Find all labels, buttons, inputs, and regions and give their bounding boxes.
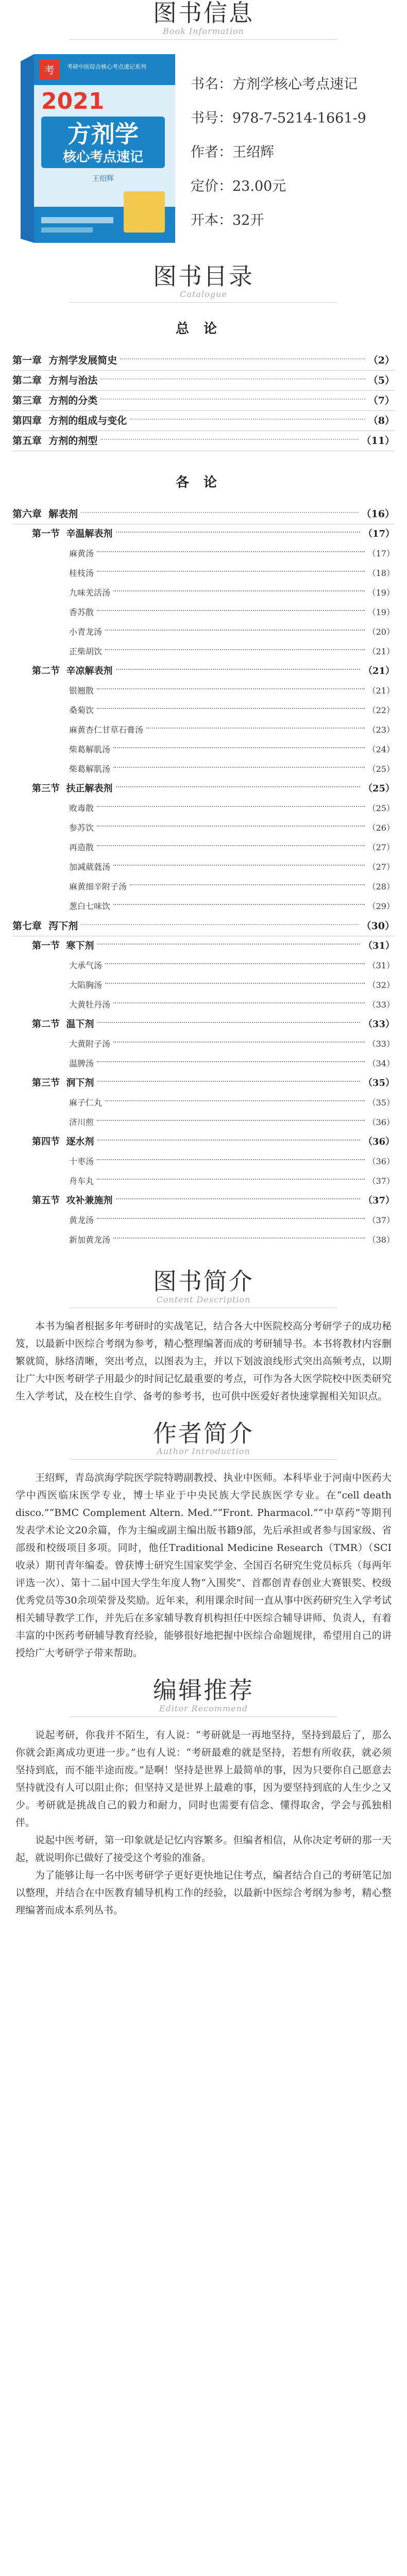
- divider: [70, 1459, 337, 1460]
- toc-chapter-row: [12, 391, 395, 411]
- toc-leader-dots: [97, 1022, 360, 1023]
- toc-leader-dots: [116, 669, 360, 670]
- toc-leader-dots: [97, 845, 365, 846]
- toc-item-row: [12, 818, 395, 838]
- toc-label: 第一节 寒下剂: [32, 940, 94, 952]
- toc-chapter-row: [12, 916, 395, 936]
- book-info: [0, 52, 407, 248]
- toc-item-row: [12, 1054, 395, 1074]
- toc-item-row: [12, 1230, 395, 1250]
- toc-section-row: [12, 524, 395, 544]
- toc-page-number: （35）: [363, 1078, 395, 1089]
- toc-label: 十枣汤: [69, 1157, 94, 1167]
- toc-leader-dots: [120, 358, 365, 359]
- toc-label: 桂枝汤: [69, 568, 94, 579]
- toc-leader-dots: [130, 884, 365, 885]
- toc-section-row: [12, 1191, 395, 1211]
- cover-series: 考研中医综合核心考点速记系列: [67, 63, 146, 70]
- toc-leader-dots: [113, 1002, 365, 1003]
- cover-subtitle: 核心考点速记: [62, 149, 144, 165]
- toc-item-row: [12, 799, 395, 818]
- toc-page-number: （22）: [367, 705, 395, 716]
- toc-label: 九味羌活汤: [69, 588, 111, 598]
- book-info-subtitle: Book Information: [163, 26, 244, 36]
- toc-section-row: [12, 1015, 395, 1034]
- toc-label: 再造散: [69, 843, 94, 853]
- toc-label: 桑菊饮: [69, 705, 94, 716]
- toc-leader-dots: [97, 1061, 365, 1062]
- toc-page-number: （29）: [367, 901, 395, 912]
- toc-label: 麻黄杏仁甘草石膏汤: [69, 725, 144, 735]
- author-text: 王绍辉，青岛滨海学院医学院特聘副教授、执业中医师。本科毕业于河南中医药大学中西医临床医学专业，博士毕业于中央民族大学民族医学专业。在“cell death disco.”“BMC Complement Altern. Med.”“Front. Pharmacol.”“中草药”等期刊发表学术论文20余篇，作为主编或副主编出版书籍9部，先后承担或者参与国家级、省部级和校级项目多项。同时，他任Traditional Medicine Research（TMR）（SCI收录）期刊青年编委。曾获博士研究生国家奖学金、全国百名研究生党员标兵（每两年评选一次）、第十二届中国大学生年度人物“入围奖”、首都创青春创业大赛银奖、校级优秀党员等30余项荣誉及奖励。近年来，利用课余时间一直从事中医药研究生入学考试相关辅导教学工作，并先后在多家辅导教育机构担任中医综合辅导讲师、负责人，有着丰富的中医药考研辅导教育经验，能够很好地把握中医综合命题规律，希望用自己的讲授给广大考研学子带来帮助。: [15, 1472, 392, 1659]
- toc-item-row: [12, 1113, 395, 1132]
- toc-item-row: [12, 857, 395, 877]
- toc-label: 第六章 解表剂: [12, 508, 78, 520]
- recommend-paragraph: 为了能够让每一名中医考研学子更好更快地记住考点，编者结合自己的考研笔记加以整理，并结合在中医教育辅导机构工作的经验，以最新中医综合考纲为参考，精心整理编著而成本系列丛书。: [15, 1869, 392, 1916]
- toc-label: 柴葛解肌汤: [69, 764, 111, 774]
- toc-page-number: （21）: [363, 666, 395, 677]
- toc-section-row: [12, 1132, 395, 1152]
- toc-page-number: （27）: [367, 843, 395, 853]
- toc-label: 麻子仁丸: [69, 1098, 103, 1108]
- toc-leader-dots: [97, 571, 365, 572]
- toc-leader-dots: [105, 983, 365, 984]
- toc-item-row: [12, 976, 395, 995]
- toc-label: 大黄附子汤: [69, 1039, 111, 1049]
- toc-item-row: [12, 583, 395, 603]
- toc-label: 第二节 温下剂: [32, 1019, 94, 1030]
- toc-page-number: （18）: [367, 568, 395, 579]
- toc-leader-dots: [97, 1179, 365, 1180]
- book-cover-image: [21, 52, 175, 243]
- toc-label: 第五节 攻补兼施剂: [32, 1195, 113, 1207]
- toc-page-number: （8）: [368, 415, 395, 427]
- toc-page-number: （28）: [367, 882, 395, 892]
- toc-page-number: （35）: [367, 1098, 395, 1108]
- meta-title: 书名：方剂学核心考点速记: [191, 76, 358, 92]
- toc-leader-dots: [116, 1198, 360, 1199]
- toc-leader-dots: [130, 419, 365, 420]
- toc-chapter-row: [12, 504, 395, 524]
- toc-leader-dots: [97, 1140, 360, 1141]
- toc-page-number: （24）: [367, 745, 395, 755]
- book-info-title: 图书信息: [153, 0, 254, 27]
- toc-leader-dots: [105, 963, 365, 964]
- toc-item-row: [12, 1152, 395, 1171]
- toc-page-number: （23）: [367, 725, 395, 735]
- toc-part1-list: [12, 351, 395, 451]
- toc-label: 第四节 逐水剂: [32, 1136, 94, 1148]
- toc-item-row: [12, 1093, 395, 1113]
- toc-page-number: （16）: [361, 508, 395, 520]
- toc-page-number: （7）: [368, 395, 395, 407]
- toc-page-number: （19）: [367, 588, 395, 598]
- part-title-general: 总论: [175, 321, 231, 337]
- toc-page-number: （33）: [367, 1000, 395, 1010]
- toc-label: 大黄牡丹汤: [69, 1000, 111, 1010]
- toc-label: 小青龙汤: [69, 627, 103, 637]
- toc-label: 第五章 方剂的剂型: [12, 435, 98, 447]
- toc-page-number: （36）: [367, 1117, 395, 1128]
- toc-label: 败毒散: [69, 803, 94, 814]
- summary-header: [0, 1268, 407, 1308]
- book-info-header: [0, 0, 407, 40]
- toc-label: 温脾汤: [69, 1059, 94, 1069]
- toc-leader-dots: [113, 590, 365, 591]
- toc-page-number: （25）: [363, 783, 395, 795]
- toc-page-number: （25）: [367, 803, 395, 814]
- toc-label: 第七章 泻下剂: [12, 920, 78, 932]
- toc-label: 舟车丸: [69, 1176, 94, 1186]
- toc-label: 柴葛解肌汤: [69, 745, 111, 755]
- meta-isbn: 书号：978-7-5214-1661-9: [191, 110, 366, 126]
- toc-leader-dots: [97, 1159, 365, 1160]
- toc-page-number: （37）: [363, 1195, 395, 1207]
- toc-item-row: [12, 740, 395, 759]
- recommend-header: [0, 1677, 407, 1717]
- toc-page-number: （2）: [368, 355, 395, 367]
- toc-label: 正柴胡饮: [69, 647, 103, 657]
- toc-leader-dots: [146, 728, 365, 729]
- recommend-paragraph: 说起中医考研，第一印象就是记忆内容繁多。但编者相信，从你决定考研的那一天起，就说明你已做好了接受这个考验的准备。: [15, 1834, 392, 1863]
- toc-chapter-row: [12, 351, 395, 371]
- book-cover-illustration: [21, 52, 175, 243]
- recommend-subtitle: Editor Recommend: [159, 1703, 248, 1713]
- toc-label: 参苏饮: [69, 823, 94, 833]
- toc-leader-dots: [97, 551, 365, 552]
- toc-section-row: [12, 662, 395, 681]
- toc-leader-dots: [113, 767, 365, 768]
- toc-leader-dots: [81, 512, 358, 513]
- toc-section-row: [12, 779, 395, 799]
- toc-leader-dots: [97, 1120, 365, 1121]
- recommend-title: 编辑推荐: [153, 1676, 254, 1705]
- toc-item-row: [12, 681, 395, 701]
- toc-label: 香苏散: [69, 607, 94, 618]
- catalogue-subtitle: Catalogue: [180, 289, 227, 300]
- toc-leader-dots: [81, 924, 358, 925]
- part-title-specific: 各论: [175, 475, 231, 491]
- toc-page-number: （36）: [363, 1136, 395, 1148]
- toc-item-row: [12, 564, 395, 583]
- toc-label: 第三节 润下剂: [32, 1078, 94, 1089]
- summary-subtitle: Content Description: [156, 1294, 251, 1304]
- divider: [70, 1716, 337, 1717]
- toc-label: 第一章 方剂学发展简史: [12, 355, 117, 367]
- toc-item-row: [12, 622, 395, 642]
- toc-page-number: （37）: [367, 1215, 395, 1226]
- author-subtitle: Author Introduction: [157, 1446, 250, 1457]
- toc-page-number: （19）: [367, 607, 395, 618]
- toc-leader-dots: [97, 944, 360, 945]
- svg-text:考: 考: [44, 63, 55, 76]
- toc-leader-dots: [97, 708, 365, 709]
- toc-item-row: [12, 642, 395, 662]
- toc-item-row: [12, 995, 395, 1015]
- toc-leader-dots: [113, 865, 365, 866]
- summary-text: 本书为编者根据多年考研时的实战笔记，结合各大中医院校高分考研学子的成功秘笈，以最新中医综合考纲为参考，精心整理编著而成的考研辅导书。本书将教材内容删繁就简，脉络清晰，突出考点，以图表为主，并以下划波浪线形式突出高频考点，以期让广大中医考研学子用最少的时间记忆最重要的考点，可作为各大医学院校中医类研究生入学考试，及在校生自学、备考的参考书，也可供中医爱好者快速掌握相关知识点。: [15, 1320, 392, 1402]
- toc-leader-dots: [113, 1042, 365, 1043]
- toc-label: 第一节 辛温解表剂: [32, 529, 113, 540]
- toc-label: 大陷胸汤: [69, 980, 103, 990]
- meta-author: 作者：王绍辉: [191, 144, 274, 160]
- toc-item-row: [12, 877, 395, 897]
- toc-chapter-row: [12, 431, 395, 451]
- cover-author: 王绍辉: [92, 174, 114, 183]
- cover-year: 2021: [41, 88, 105, 114]
- toc-chapter-row: [12, 371, 395, 391]
- toc-leader-dots: [100, 399, 365, 400]
- catalogue-header: [0, 263, 407, 303]
- toc-item-row: [12, 956, 395, 976]
- toc-page-number: （38）: [367, 1235, 395, 1245]
- toc-leader-dots: [100, 439, 358, 440]
- author-title: 作者简介: [153, 1419, 254, 1447]
- toc-page-number: （34）: [367, 1059, 395, 1069]
- toc-item-row: [12, 759, 395, 779]
- toc-leader-dots: [97, 688, 365, 689]
- toc-leader-dots: [105, 649, 365, 650]
- toc-page-number: （5）: [368, 375, 395, 387]
- toc-page-number: （21）: [367, 647, 395, 657]
- toc-page-number: （17）: [367, 549, 395, 559]
- toc-page-number: （30）: [361, 920, 395, 932]
- toc-section-row: [12, 1074, 395, 1093]
- toc-label: 麻黄汤: [69, 549, 94, 559]
- toc-item-row: [12, 1211, 395, 1230]
- toc-page-number: （25）: [367, 764, 395, 774]
- toc-section-row: [12, 936, 395, 956]
- toc-item-row: [12, 838, 395, 857]
- book-meta: [175, 52, 366, 248]
- toc-chapter-row: [12, 411, 395, 431]
- toc-leader-dots: [105, 1100, 365, 1101]
- toc-item-row: [12, 701, 395, 720]
- toc-page-number: （33）: [363, 1019, 395, 1030]
- toc-leader-dots: [97, 1218, 365, 1219]
- toc-page-number: （27）: [367, 862, 395, 872]
- toc-page-number: （17）: [363, 529, 395, 540]
- toc-page-number: （31）: [367, 961, 395, 971]
- toc-page-number: （37）: [367, 1176, 395, 1186]
- catalogue-title: 图书目录: [153, 262, 254, 290]
- toc-leader-dots: [116, 786, 360, 787]
- toc-label: 第二章 方剂与治法: [12, 375, 98, 387]
- toc-label: 第三节 扶正解表剂: [32, 783, 113, 795]
- toc-label: 加减葳蕤汤: [69, 862, 111, 872]
- toc-label: 黄龙汤: [69, 1215, 94, 1226]
- toc-item-row: [12, 603, 395, 622]
- toc-page-number: （20）: [367, 627, 395, 637]
- toc: [0, 318, 407, 1250]
- toc-page-number: （11）: [361, 435, 395, 447]
- toc-leader-dots: [97, 1081, 360, 1082]
- toc-item-row: [12, 897, 395, 916]
- toc-leader-dots: [116, 532, 360, 533]
- recommend-paragraph: 说起考研，你我并不陌生，有人说：“考研就是一再地坚持，坚持到最后了，那么你就会距离成功更进一步。”也有人说：“考研最难的就是坚持，若想有所收获，就必须坚持到底，而不能半途而废。”是啊！坚持是世界上最简单的事，因为只要你自己愿意去坚持就没有人可以阻止你；但坚持又是世界上最难的事，因为要坚持到底的人生少之又少。考研就是挑战自己的毅力和耐力，同时也需要有信念、懂得取舍，学会与孤独相伴。: [15, 1729, 392, 1828]
- toc-item-row: [12, 720, 395, 740]
- toc-leader-dots: [105, 630, 365, 631]
- toc-label: 大承气汤: [69, 961, 103, 971]
- summary-title: 图书简介: [153, 1267, 254, 1296]
- toc-label: 麻黄细辛附子汤: [69, 882, 127, 892]
- toc-label: 第三章 方剂的分类: [12, 395, 98, 407]
- toc-leader-dots: [113, 904, 365, 905]
- cover-title: 方剂学: [67, 120, 139, 148]
- toc-leader-dots: [97, 806, 365, 807]
- meta-format: 开本：32开: [191, 212, 264, 228]
- author-header: [0, 1421, 407, 1460]
- toc-page-number: （21）: [367, 686, 395, 696]
- toc-item-row: [12, 544, 395, 564]
- toc-leader-dots: [113, 1237, 365, 1239]
- toc-part2-list: [12, 504, 395, 1250]
- toc-leader-dots: [97, 825, 365, 827]
- toc-page-number: （26）: [367, 823, 395, 833]
- meta-price: 定价：23.00元: [191, 178, 286, 194]
- toc-label: 第四章 方剂的组成与变化: [12, 415, 127, 427]
- divider: [70, 39, 337, 40]
- toc-page-number: （32）: [367, 980, 395, 990]
- toc-label: 银翘散: [69, 686, 94, 696]
- toc-item-row: [12, 1171, 395, 1191]
- toc-label: 新加黄龙汤: [69, 1235, 111, 1245]
- toc-page-number: （31）: [363, 940, 395, 952]
- toc-page-number: （33）: [367, 1039, 395, 1049]
- toc-label: 葱白七味饮: [69, 901, 111, 912]
- toc-label: 第二节 辛凉解表剂: [32, 666, 113, 677]
- toc-leader-dots: [113, 747, 365, 748]
- toc-label: 济川煎: [69, 1117, 94, 1128]
- toc-item-row: [12, 1034, 395, 1054]
- toc-leader-dots: [97, 610, 365, 611]
- toc-leader-dots: [100, 378, 365, 379]
- toc-page-number: （36）: [367, 1157, 395, 1167]
- divider: [70, 302, 337, 303]
